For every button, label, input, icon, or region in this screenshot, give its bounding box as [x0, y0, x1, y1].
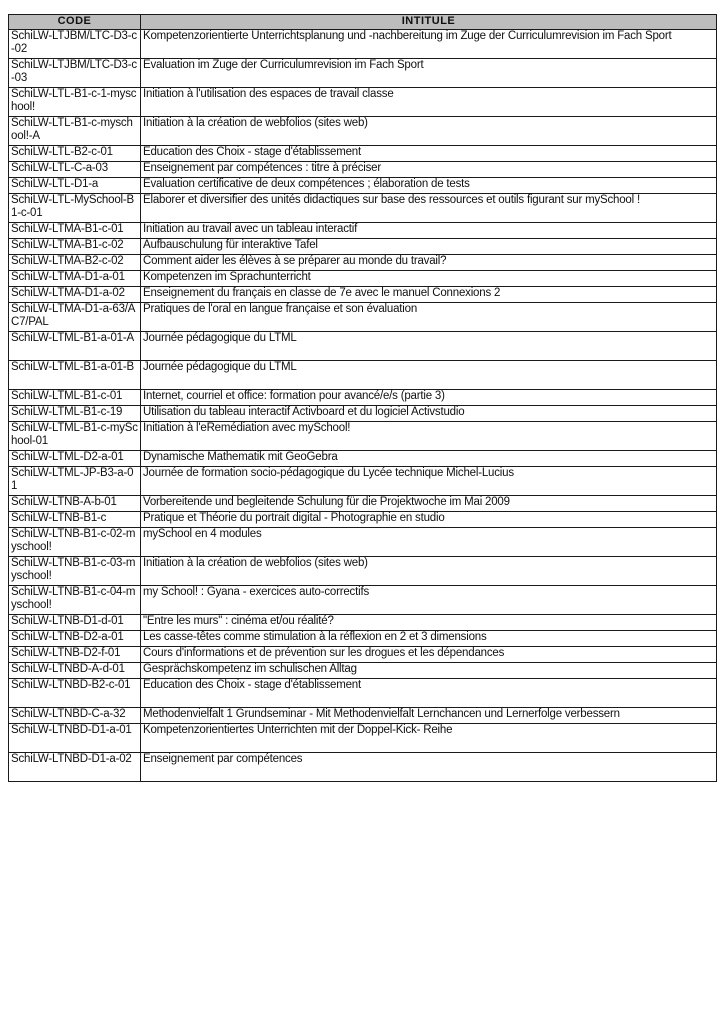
course-title-cell: Journée de formation socio-pédagogique du Lycée technique Michel-Lucius: [141, 466, 717, 495]
table-row: [9, 238, 717, 254]
course-code-cell: SchiLW-LTML-B1-c-mySchool-01: [9, 421, 141, 450]
table-row: [9, 527, 717, 556]
column-header-code: CODE: [9, 15, 141, 30]
course-code-cell: SchiLW-LTNBD-C-a-32: [9, 707, 141, 723]
course-title-cell: Kompetenzorientierte Unterrichtsplanung und -nachbereitung im Zuge der Curriculumrevision im Fach Sport: [141, 29, 717, 58]
course-code-cell: SchiLW-LTNB-D1-d-01: [9, 614, 141, 630]
course-code-cell: SchiLW-LTL-C-a-03: [9, 161, 141, 177]
table-row: [9, 495, 717, 511]
course-code-cell: SchiLW-LTML-B1-a-01-B: [9, 360, 141, 389]
course-title-cell: Initiation à l'eRemédiation avec mySchool!: [141, 421, 717, 450]
table-row: [9, 723, 717, 752]
table-row: [9, 270, 717, 286]
course-code-cell: SchiLW-LTJBM/LTC-D3-c-02: [9, 29, 141, 58]
course-title-cell: Comment aider les élèves à se préparer au monde du travail?: [141, 254, 717, 270]
course-code-cell: SchiLW-LTL-B1-c-myschool!-A: [9, 116, 141, 145]
course-code-cell: SchiLW-LTNB-D2-a-01: [9, 630, 141, 646]
table-row: [9, 752, 717, 781]
course-code-cell: SchiLW-LTMA-B1-c-02: [9, 238, 141, 254]
table-row: [9, 556, 717, 585]
course-code-cell: SchiLW-LTNB-D2-f-01: [9, 646, 141, 662]
course-title-cell: Initiation au travail avec un tableau interactif: [141, 222, 717, 238]
table-row: [9, 585, 717, 614]
course-code-cell: SchiLW-LTNBD-D1-a-02: [9, 752, 141, 781]
table-row: [9, 58, 717, 87]
course-code-cell: SchiLW-LTML-B1-c-19: [9, 405, 141, 421]
table-row: [9, 466, 717, 495]
table-row: [9, 707, 717, 723]
course-title-cell: Evaluation certificative de deux compétences ; élaboration de tests: [141, 177, 717, 193]
course-code-cell: SchiLW-LTML-D2-a-01: [9, 450, 141, 466]
table-row: [9, 630, 717, 646]
table-row: [9, 302, 717, 331]
table-row: [9, 222, 717, 238]
table-row: [9, 450, 717, 466]
course-title-cell: Les casse-têtes comme stimulation à la réflexion en 2 et 3 dimensions: [141, 630, 717, 646]
course-title-cell: Education des Choix - stage d'établissement: [141, 678, 717, 707]
course-title-cell: Initiation à la création de webfolios (sites web): [141, 116, 717, 145]
course-code-cell: SchiLW-LTNB-B1-c-04-myschool!: [9, 585, 141, 614]
course-title-cell: Evaluation im Zuge der Curriculumrevision im Fach Sport: [141, 58, 717, 87]
course-code-cell: SchiLW-LTMA-D1-a-01: [9, 270, 141, 286]
column-header-intitule: INTITULE: [141, 15, 717, 30]
course-title-cell: Dynamische Mathematik mit GeoGebra: [141, 450, 717, 466]
course-code-cell: SchiLW-LTL-B1-c-1-myschool!: [9, 87, 141, 116]
table-row: [9, 286, 717, 302]
table-row: [9, 389, 717, 405]
course-title-cell: Methodenvielfalt 1 Grundseminar - Mit Methodenvielfalt Lernchancen und Lernerfolge verbessern: [141, 707, 717, 723]
training-course-table: [8, 14, 717, 782]
table-row: [9, 331, 717, 360]
table-row: [9, 145, 717, 161]
table-row: [9, 678, 717, 707]
course-title-cell: Journée pédagogique du LTML: [141, 331, 717, 360]
course-code-cell: SchiLW-LTNB-B1-c-02-myschool!: [9, 527, 141, 556]
course-code-cell: SchiLW-LTNBD-B2-c-01: [9, 678, 141, 707]
course-code-cell: SchiLW-LTNBD-A-d-01: [9, 662, 141, 678]
course-title-cell: mySchool en 4 modules: [141, 527, 717, 556]
course-title-cell: my School! : Gyana - exercices auto-correctifs: [141, 585, 717, 614]
course-title-cell: Kompetenzen im Sprachunterricht: [141, 270, 717, 286]
course-title-cell: Initiation à la création de webfolios (sites web): [141, 556, 717, 585]
course-code-cell: SchiLW-LTJBM/LTC-D3-c-03: [9, 58, 141, 87]
table-row: [9, 646, 717, 662]
table-row: [9, 87, 717, 116]
course-title-cell: Initiation à l'utilisation des espaces de travail classe: [141, 87, 717, 116]
course-title-cell: Cours d'informations et de prévention sur les drogues et les dépendances: [141, 646, 717, 662]
course-code-cell: SchiLW-LTL-MySchool-B1-c-01: [9, 193, 141, 222]
course-code-cell: SchiLW-LTMA-B1-c-01: [9, 222, 141, 238]
table-row: [9, 254, 717, 270]
course-title-cell: Pratique et Théorie du portrait digital - Photographie en studio: [141, 511, 717, 527]
course-code-cell: SchiLW-LTNB-B1-c-03-myschool!: [9, 556, 141, 585]
course-title-cell: Utilisation du tableau interactif Activboard et du logiciel Activstudio: [141, 405, 717, 421]
course-title-cell: Journée pédagogique du LTML: [141, 360, 717, 389]
table-body: [9, 29, 717, 781]
table-row: [9, 511, 717, 527]
course-title-cell: Kompetenzorientiertes Unterrichten mit der Doppel-Kick- Reihe: [141, 723, 717, 752]
course-code-cell: SchiLW-LTNBD-D1-a-01: [9, 723, 141, 752]
table-row: [9, 421, 717, 450]
course-title-cell: Vorbereitende und begleitende Schulung für die Projektwoche im Mai 2009: [141, 495, 717, 511]
table-row: [9, 29, 717, 58]
course-title-cell: Enseignement par compétences : titre à préciser: [141, 161, 717, 177]
course-title-cell: Enseignement par compétences: [141, 752, 717, 781]
course-title-cell: Gesprächskompetenz im schulischen Alltag: [141, 662, 717, 678]
course-code-cell: SchiLW-LTML-JP-B3-a-01: [9, 466, 141, 495]
course-code-cell: SchiLW-LTNB-A-b-01: [9, 495, 141, 511]
course-code-cell: SchiLW-LTMA-D1-a-02: [9, 286, 141, 302]
table-row: [9, 405, 717, 421]
table-row: [9, 193, 717, 222]
course-title-cell: Education des Choix - stage d'établissement: [141, 145, 717, 161]
table-row: [9, 161, 717, 177]
table-row: [9, 177, 717, 193]
course-code-cell: SchiLW-LTL-B2-c-01: [9, 145, 141, 161]
course-title-cell: "Entre les murs" : cinéma et/ou réalité?: [141, 614, 717, 630]
table-row: [9, 116, 717, 145]
course-title-cell: Elaborer et diversifier des unités didactiques sur base des ressources et outils figurant sur mySchool !: [141, 193, 717, 222]
table-row: [9, 614, 717, 630]
table-row: [9, 662, 717, 678]
course-code-cell: SchiLW-LTML-B1-a-01-A: [9, 331, 141, 360]
course-code-cell: SchiLW-LTMA-D1-a-63/AC7/PAL: [9, 302, 141, 331]
course-title-cell: Enseignement du français en classe de 7e avec le manuel Connexions 2: [141, 286, 717, 302]
course-title-cell: Internet, courriel et office: formation pour avancé/e/s (partie 3): [141, 389, 717, 405]
table-header-row: [9, 15, 717, 30]
table-row: [9, 360, 717, 389]
course-code-cell: SchiLW-LTML-B1-c-01: [9, 389, 141, 405]
course-title-cell: Aufbauschulung für interaktive Tafel: [141, 238, 717, 254]
course-title-cell: Pratiques de l'oral en langue française et son évaluation: [141, 302, 717, 331]
course-code-cell: SchiLW-LTMA-B2-c-02: [9, 254, 141, 270]
course-code-cell: SchiLW-LTNB-B1-c: [9, 511, 141, 527]
course-code-cell: SchiLW-LTL-D1-a: [9, 177, 141, 193]
